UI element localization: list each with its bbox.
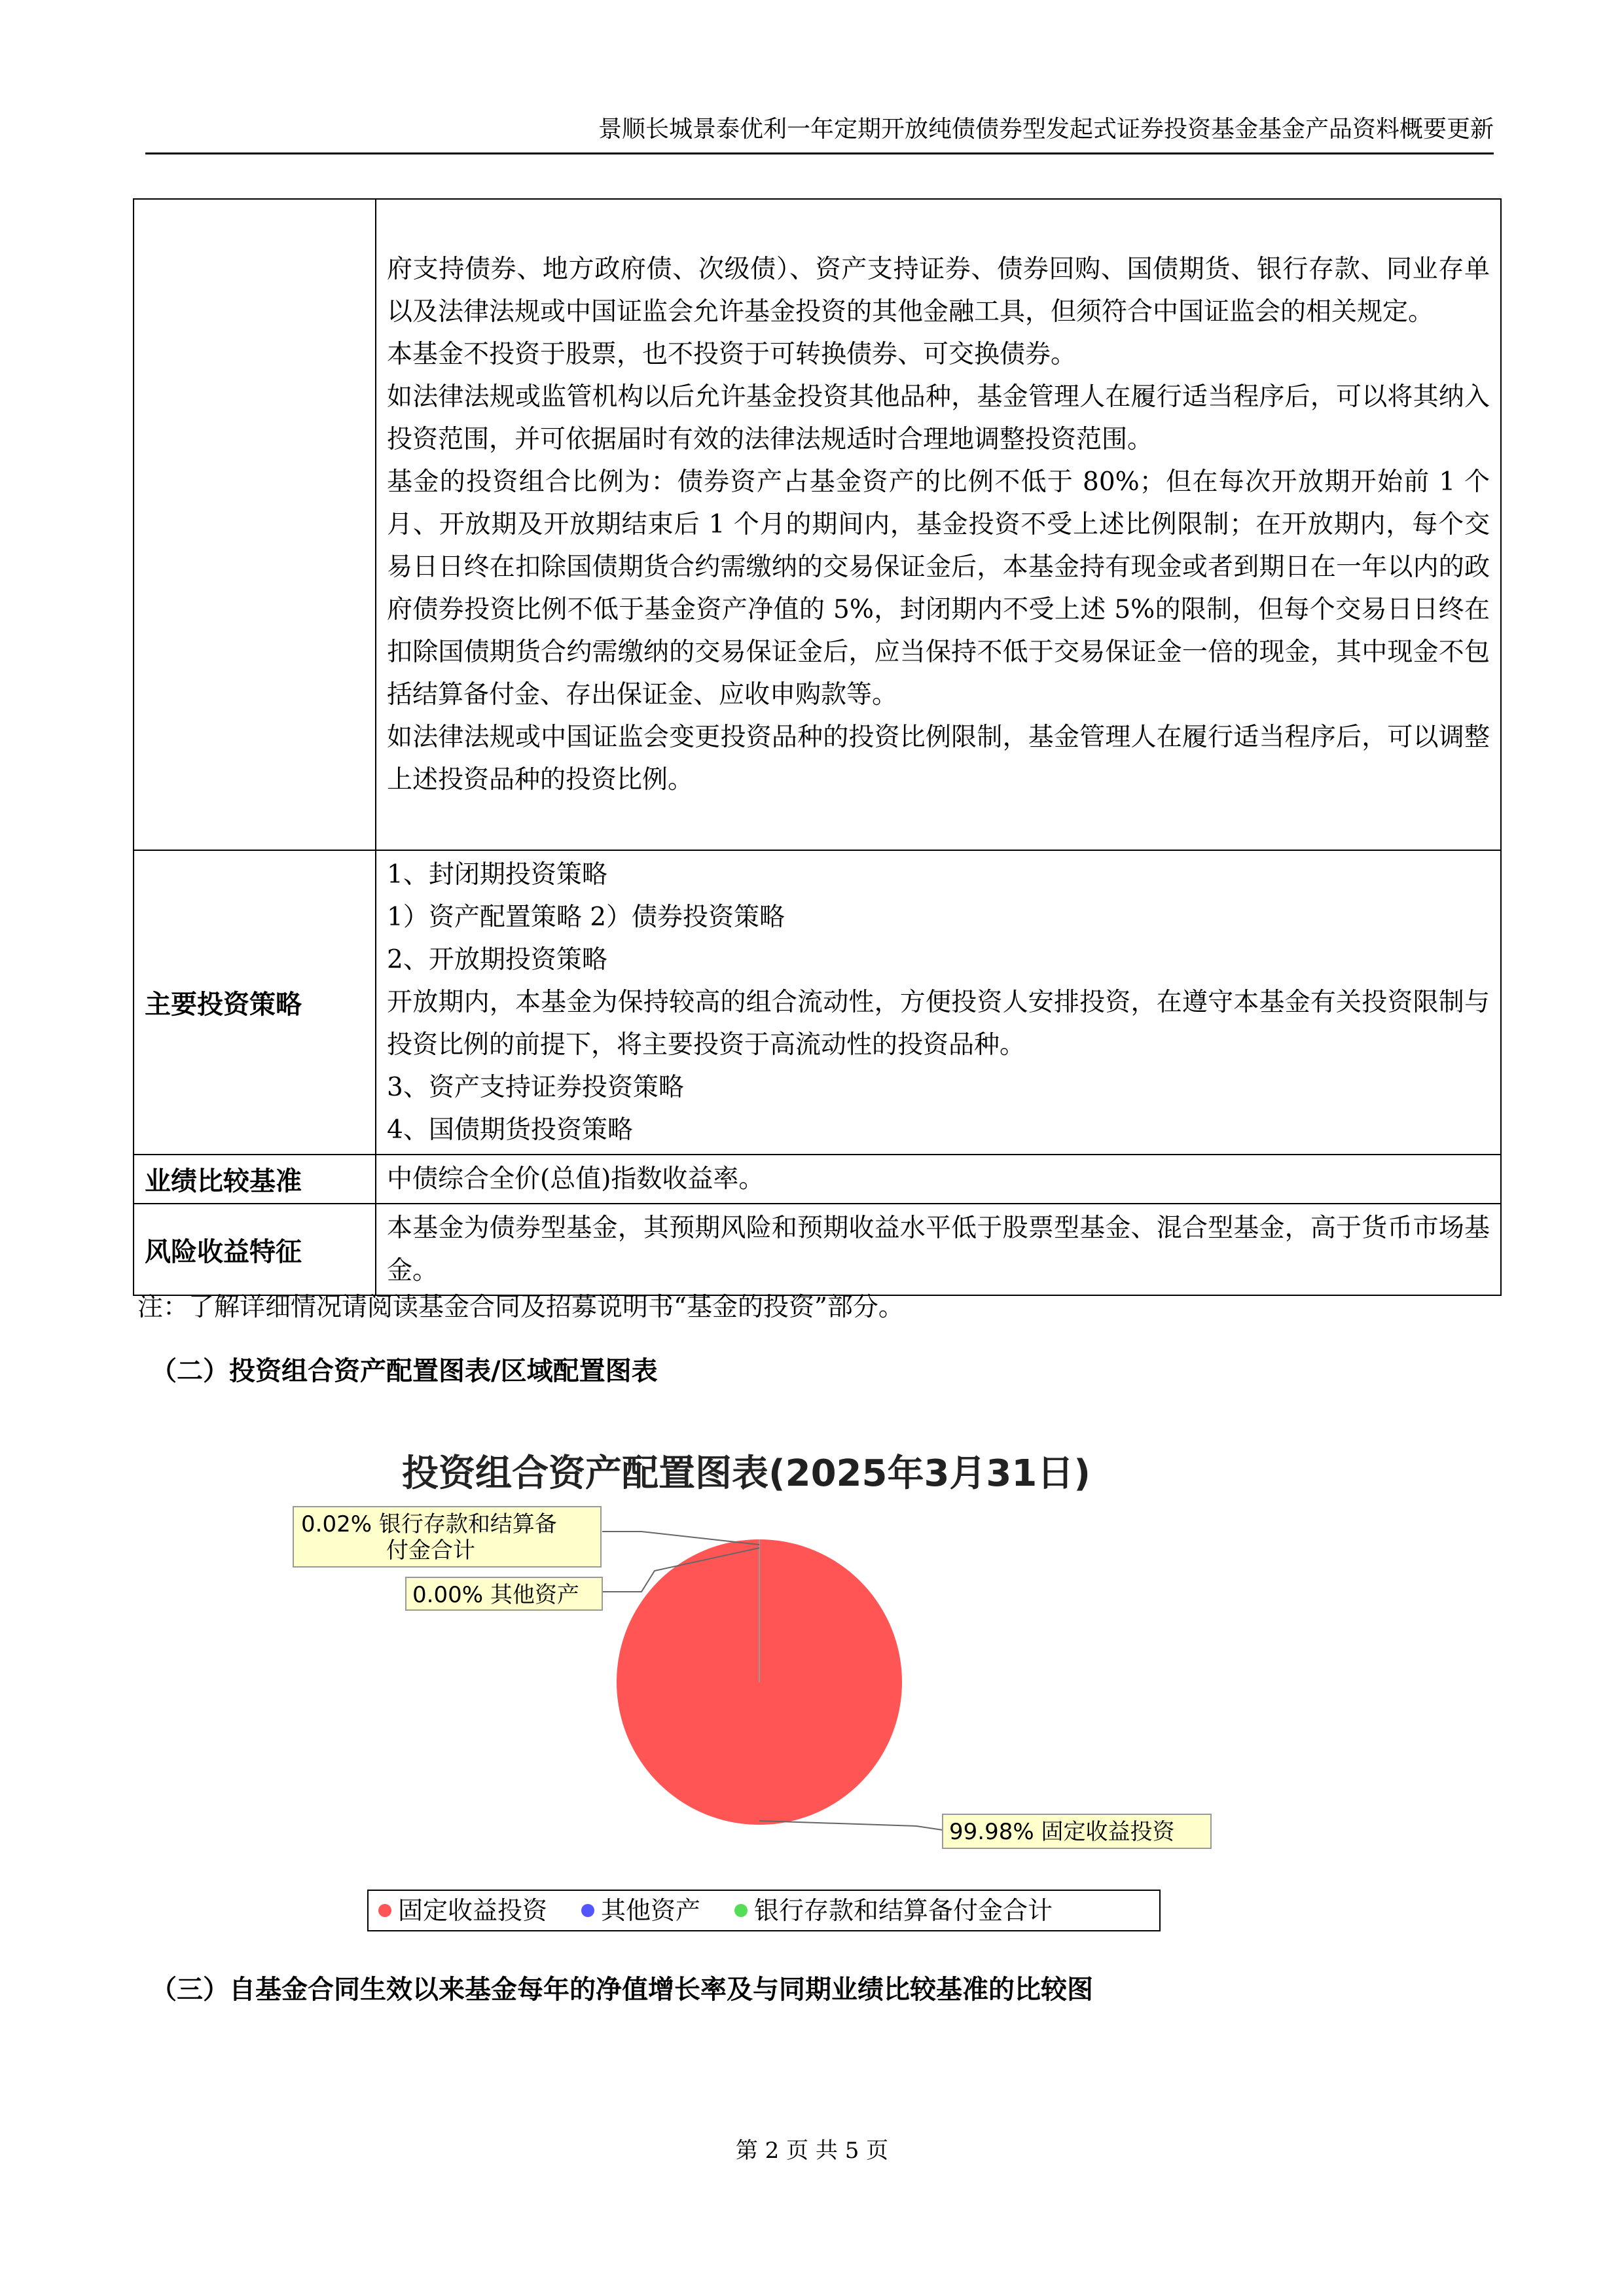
leader-line-bank xyxy=(602,1532,759,1545)
benchmark-content xyxy=(376,1155,1501,1204)
paragraph: 4、国债期货投资策略 xyxy=(387,1115,633,1145)
section-title-allocation: （二）投资组合资产配置图表/区域配置图表 xyxy=(151,1356,658,1386)
row-label-benchmark: 业绩比较基准 xyxy=(134,1155,376,1204)
data-label-bank-line1: 0.02% 银行存款和结算备 xyxy=(301,1511,557,1537)
investment-scope-content xyxy=(376,199,1501,850)
fund-info-table xyxy=(133,198,1502,1296)
pie-slices xyxy=(617,1539,902,1825)
paragraph: 开放期内，本基金为保持较高的组合流动性，方便投资人安排投资，在遵守本基金有关投资限制与投资比例的前提下，将主要投资于高流动性的投资品种。 xyxy=(387,988,1490,1060)
table-row-risk xyxy=(134,1204,1501,1295)
strategy-content xyxy=(376,850,1501,1155)
data-label-fixed-text: 99.98% 固定收益投资 xyxy=(949,1819,1175,1845)
paragraph: 中债综合全价(总值)指数收益率。 xyxy=(387,1164,765,1194)
legend-swatch-other xyxy=(581,1904,594,1917)
data-label-other xyxy=(406,1577,602,1610)
paragraph: 基金的投资组合比例为：债券资产占基金资产的比例不低于 80%；但在每次开放期开始前 1 个月、开放期及开放期结束后 1 个月的期间内，基金投资不受上述比例限制；在开放期内，每个交易日日终在扣除国债期货合约需缴纳的交易保证金后，本基金持有现金或者到期日在一年以内的政府债券投资比例不低于基金资产净值的 5%，封闭期内不受上述 5%的限制，但每个交易日日终在扣除国债期货合约需缴纳的交易保证金后，应当保持不低于交易保证金一倍的现金，其中现金不包括结算备付金、存出保证金、应收申购款等。 xyxy=(387,467,1490,709)
leader-line-fixed xyxy=(759,1821,943,1830)
table-row-strategy xyxy=(134,850,1501,1155)
paragraph: 1、封闭期投资策略 xyxy=(387,860,607,889)
row-label-risk: 风险收益特征 xyxy=(134,1204,376,1295)
chart-legend xyxy=(368,1890,1160,1931)
legend-swatch-fixed xyxy=(378,1904,391,1917)
legend-swatch-bank xyxy=(734,1904,748,1917)
row-label-empty xyxy=(134,199,376,850)
legend-label-fixed: 固定收益投资 xyxy=(398,1896,548,1925)
paragraph: 如法律法规或中国证监会变更投资品种的投资比例限制，基金管理人在履行适当程序后，可以调整上述投资品种的投资比例。 xyxy=(387,723,1490,795)
allocation-pie-chart xyxy=(288,1440,1231,1937)
table-note: 注：了解详细情况请阅读基金合同及招募说明书“基金的投资”部分。 xyxy=(137,1293,904,1322)
legend-label-bank: 银行存款和结算备付金合计 xyxy=(754,1896,1053,1925)
paragraph: 如法律法规或监管机构以后允许基金投资其他品种，基金管理人在履行适当程序后，可以将其纳入投资范围，并可依据届时有效的法律法规适时合理地调整投资范围。 xyxy=(387,382,1490,454)
document-header: 景顺长城景泰优利一年定期开放纯债债券型发起式证券投资基金基金产品资料概要更新 xyxy=(598,116,1494,143)
legend-label-other: 其他资产 xyxy=(601,1896,701,1925)
data-label-other-text: 0.00% 其他资产 xyxy=(412,1582,579,1608)
data-label-fixed xyxy=(943,1814,1211,1848)
data-label-bank-line2: 付金合计 xyxy=(386,1537,475,1564)
chart-title: 投资组合资产配置图表(2025年3月31日) xyxy=(402,1452,1091,1495)
header-rule xyxy=(145,152,1494,154)
paragraph: 3、资产支持证券投资策略 xyxy=(387,1073,684,1102)
paragraph: 1）资产配置策略 2）债券投资策略 xyxy=(387,903,785,932)
section-title-performance: （三）自基金合同生效以来基金每年的净值增长率及与同期业绩比较基准的比较图 xyxy=(151,1975,1093,2005)
paragraph: 2、开放期投资策略 xyxy=(387,945,607,975)
page-footer: 第 2 页 共 5 页 xyxy=(735,2138,889,2164)
table-row-investment-scope xyxy=(134,199,1501,850)
risk-content xyxy=(376,1204,1501,1295)
paragraph: 本基金为债券型基金，其预期风险和预期收益水平低于股票型基金、混合型基金，高于货币市场基金。 xyxy=(387,1213,1490,1285)
paragraph: 府支持债券、地方政府债、次级债）、资产支持证券、债券回购、国债期货、银行存款、同业存单以及法律法规或中国证监会允许基金投资的其他金融工具，但须符合中国证监会的相关规定。 xyxy=(387,255,1490,327)
data-label-bank xyxy=(293,1507,601,1567)
table-row-benchmark xyxy=(134,1155,1501,1204)
paragraph: 本基金不投资于股票，也不投资于可转换债券、可交换债券。 xyxy=(387,340,1077,369)
row-label-strategy: 主要投资策略 xyxy=(134,850,376,1155)
